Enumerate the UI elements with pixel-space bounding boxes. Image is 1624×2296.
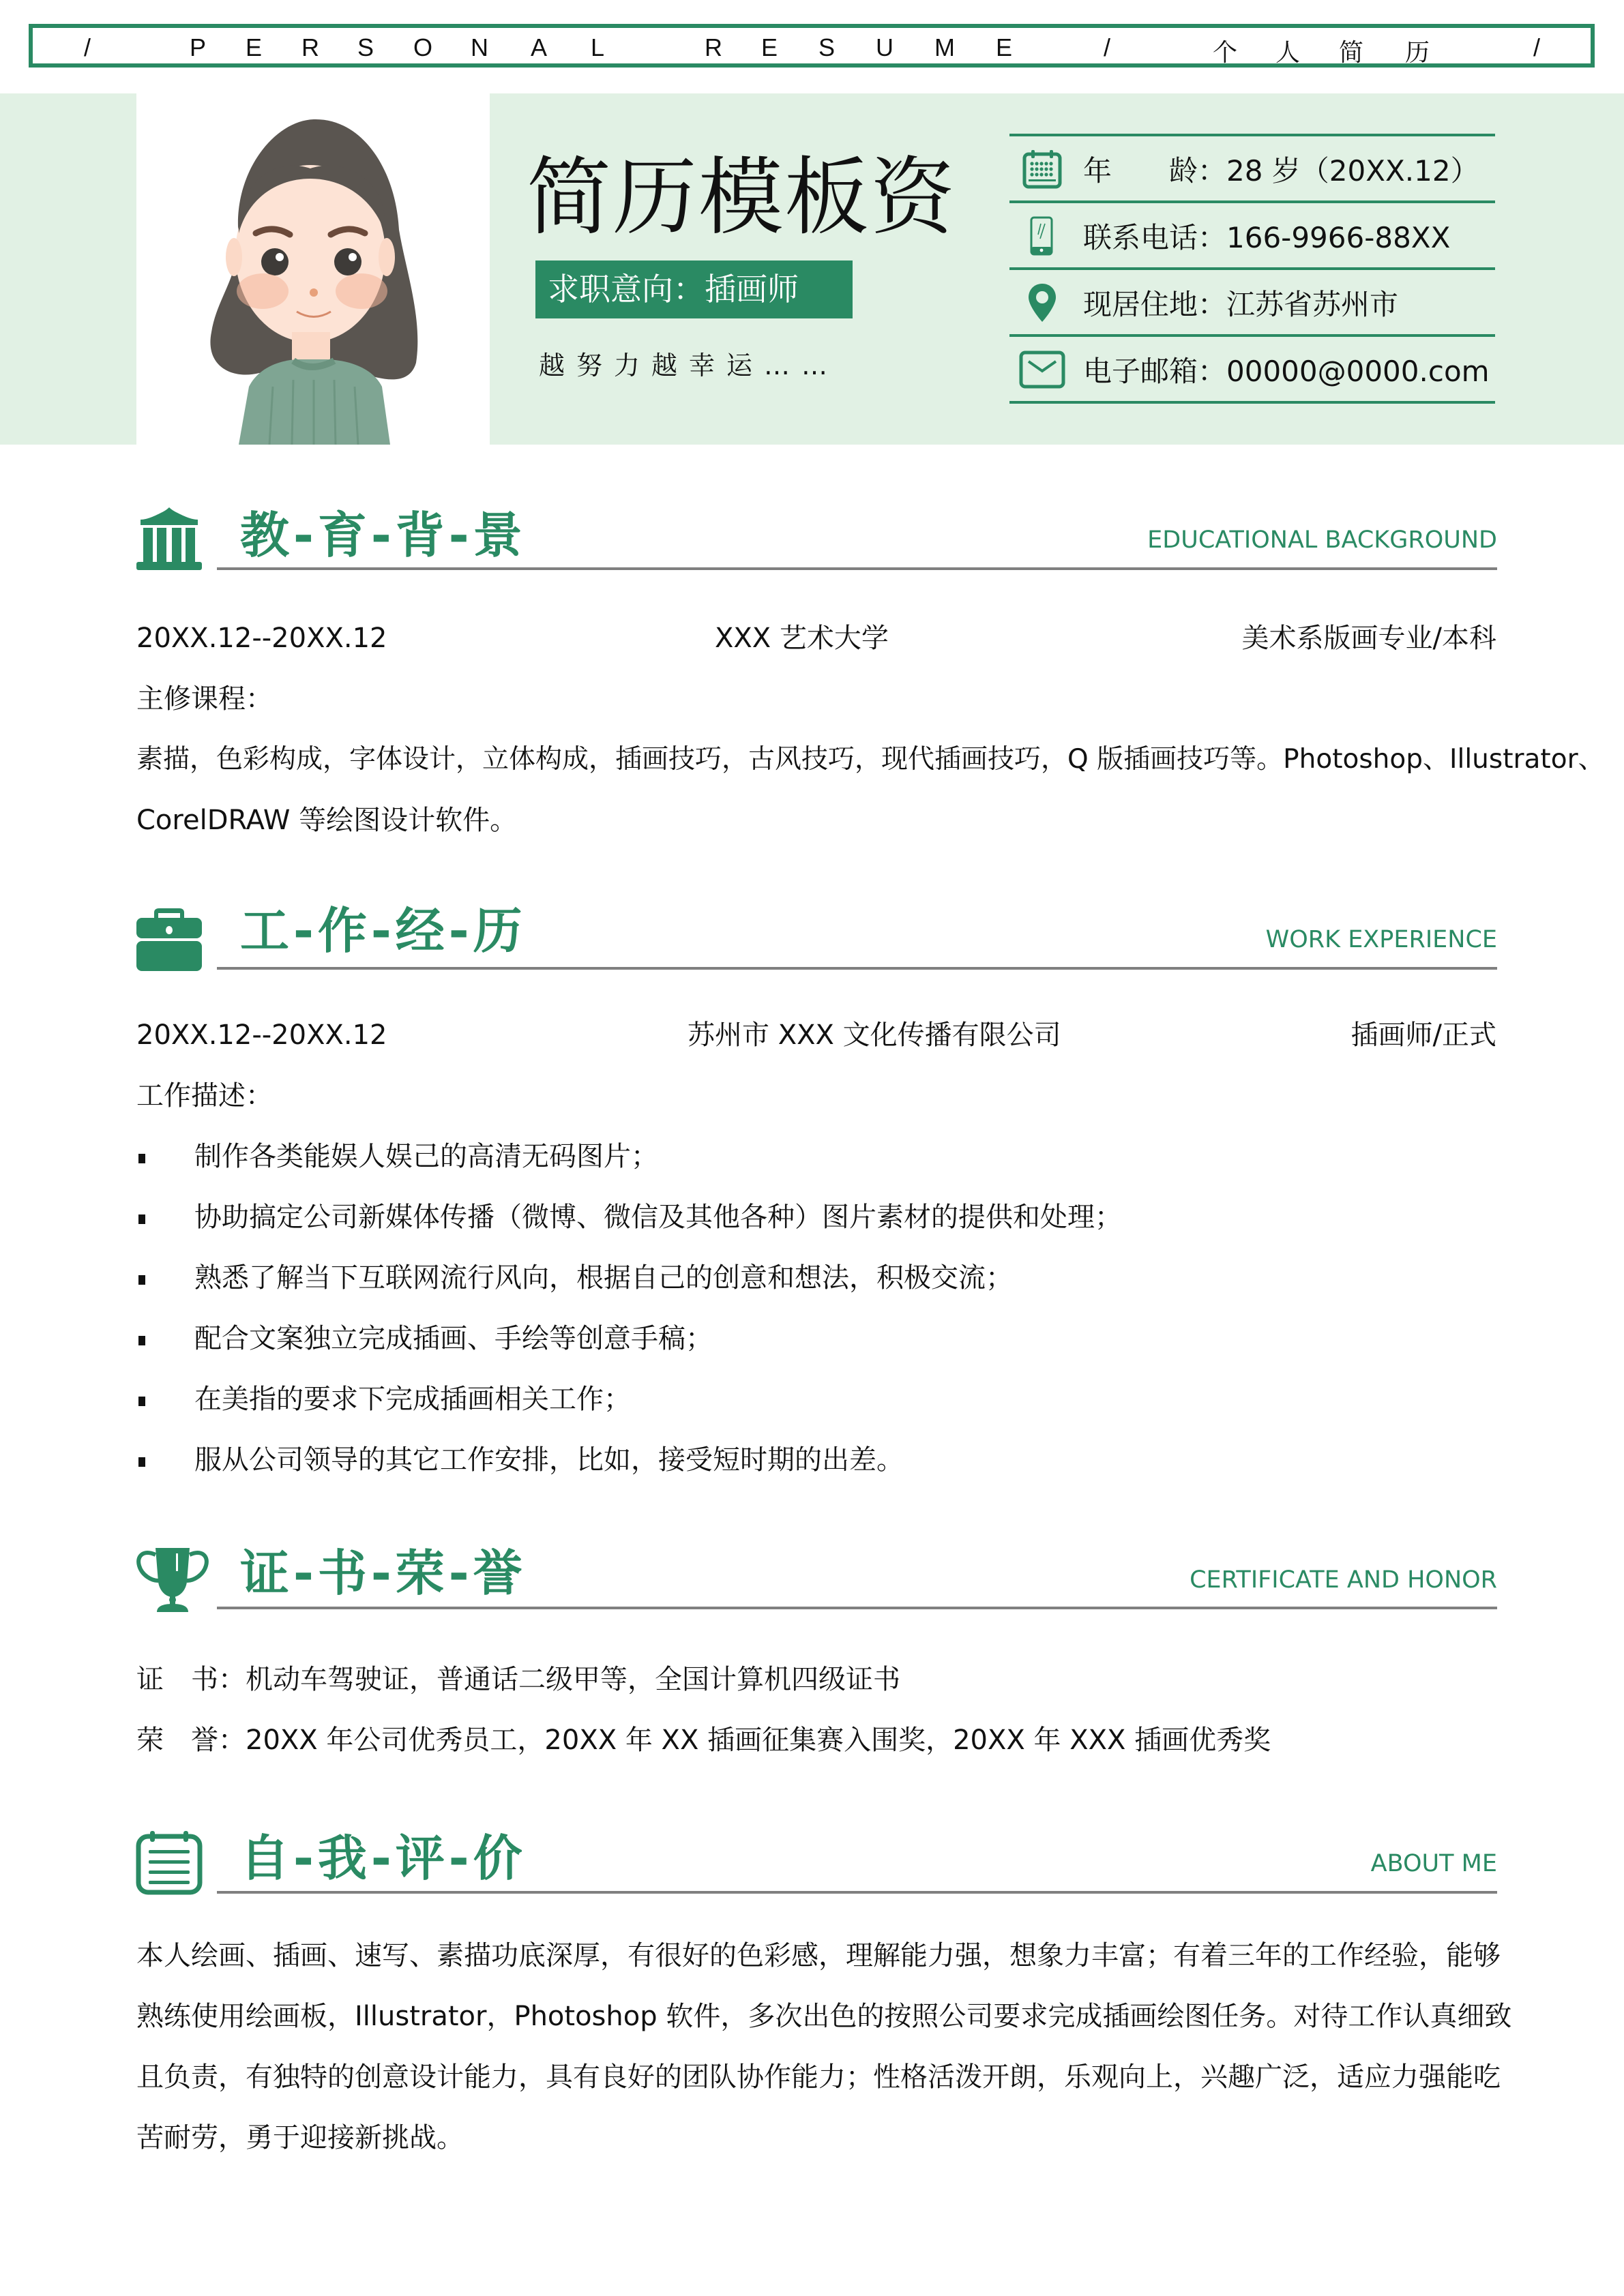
- section-subtitle-honors: CERTIFICATE AND HONOR: [1190, 1566, 1497, 1594]
- work-desc-label: 工作描述：: [136, 1080, 273, 1112]
- contact-age: [1009, 136, 1495, 201]
- bullet-icon: [138, 1397, 145, 1406]
- notepad-icon: [135, 1830, 203, 1895]
- banner-char: /: [1104, 33, 1111, 61]
- hero-bg-left: [0, 93, 136, 445]
- contact-age-text: 年 龄：28 岁（20XX.12）: [1083, 153, 1479, 188]
- banner-char: E: [246, 33, 263, 61]
- banner-char: E: [761, 33, 778, 61]
- banner-char: U: [876, 33, 894, 61]
- courses-line: CorelDRAW 等绘图设计软件。: [136, 805, 518, 836]
- trophy-icon: [135, 1547, 203, 1612]
- banner-char: R: [705, 33, 722, 61]
- banner-char: S: [818, 33, 836, 61]
- contact-phone: [1009, 203, 1495, 268]
- location-pin-icon: [1015, 279, 1069, 327]
- banner-char: 个: [1213, 38, 1238, 66]
- work-item: 服从公司领导的其它工作安排，比如，接受短时期的出差。: [194, 1444, 904, 1476]
- banner-char: 人: [1275, 38, 1301, 66]
- bullet-icon: [138, 1275, 145, 1285]
- banner-char: L: [591, 33, 605, 61]
- banner-char: N: [471, 33, 488, 61]
- job-intent-tag: 求职意向：插画师: [535, 260, 853, 318]
- calendar-icon: [1015, 145, 1069, 193]
- resume-name-title: 简历模板资: [527, 149, 957, 247]
- banner-char: R: [301, 33, 319, 61]
- briefcase-icon: [135, 907, 203, 972]
- section-divider: [217, 567, 1497, 570]
- contact-email: [1009, 337, 1495, 402]
- work-item: 在美指的要求下完成插画相关工作；: [194, 1384, 631, 1415]
- work-item: 制作各类能娱人娱己的高清无码图片；: [194, 1141, 658, 1172]
- section-title-honors: 证-书-荣-誉: [240, 1545, 527, 1602]
- about-line: 熟练使用绘画板，Illustrator，Photoshop 软件，多次出色的按照公司要求完成插画绘图任务。对待工作认真细致: [136, 2001, 1512, 2032]
- section-divider: [217, 1607, 1497, 1609]
- contact-location-text: 现居住地：江苏省苏州市: [1083, 287, 1399, 321]
- mail-icon: [1015, 346, 1069, 393]
- contact-location: [1009, 270, 1495, 335]
- banner-char: O: [413, 33, 433, 61]
- contact-phone-text: 联系电话：166-9966-88XX: [1083, 220, 1451, 254]
- certificate-line: 证 书：机动车驾驶证，普通话二级甲等，全国计算机四级证书: [136, 1664, 900, 1695]
- banner-char: 历: [1405, 38, 1430, 66]
- section-title-education: 教-育-背-景: [240, 507, 527, 564]
- banner-char: M: [934, 33, 955, 61]
- work-period: 20XX.12--20XX.12: [136, 1019, 387, 1051]
- building-icon: [135, 506, 203, 571]
- bullet-icon: [138, 1457, 145, 1467]
- phone-icon: [1015, 212, 1069, 260]
- contact-email-text: 电子邮箱：00000@0000.com: [1083, 354, 1490, 388]
- section-divider: [217, 1891, 1497, 1894]
- work-company: 苏州市 XXX 文化传播有限公司: [688, 1019, 1061, 1051]
- work-item: 协助搞定公司新媒体传播（微博、微信及其他各种）图片素材的提供和处理；: [194, 1202, 1122, 1233]
- bullet-icon: [138, 1336, 145, 1345]
- banner-char: P: [190, 33, 207, 61]
- education-school: XXX 艺术大学: [715, 623, 889, 654]
- bullet-icon: [138, 1154, 145, 1163]
- avatar: [136, 93, 490, 445]
- work-position: 插画师/正式: [1350, 1019, 1496, 1051]
- about-line: 苦耐劳，勇于迎接新挑战。: [136, 2122, 464, 2153]
- banner-char: E: [996, 33, 1013, 61]
- avatar-illustration-icon: [136, 93, 490, 445]
- about-line: 且负责，有独特的创意设计能力，具有良好的团队协作能力；性格活泼开朗，乐观向上，兴趣广泛，适应力强能吃: [136, 2061, 1501, 2093]
- section-subtitle-work: WORK EXPERIENCE: [1265, 926, 1497, 953]
- section-divider: [217, 967, 1497, 970]
- education-major: 美术系版画专业/本科: [1241, 623, 1496, 654]
- courses-label: 主修课程：: [136, 683, 273, 715]
- resume-banner: [29, 24, 1595, 68]
- work-item: 配合文案独立完成插画、手绘等创意手稿；: [194, 1323, 713, 1354]
- work-item: 熟悉了解当下互联网流行风向，根据自己的创意和想法，积极交流；: [194, 1262, 1013, 1294]
- about-line: 本人绘画、插画、速写、素描功底深厚，有很好的色彩感，理解能力强，想象力丰富；有着三年的工作经验，能够: [136, 1940, 1501, 1971]
- banner-char: 简: [1339, 38, 1364, 66]
- banner-char: /: [84, 33, 91, 61]
- section-title-work: 工-作-经-历: [240, 902, 527, 959]
- banner-char: /: [1533, 33, 1541, 61]
- bullet-icon: [138, 1214, 145, 1224]
- banner-char: S: [357, 33, 374, 61]
- courses-line: 素描，色彩构成，字体设计，立体构成，插画技巧，古风技巧，现代插画技巧，Q 版插画技巧等。Photoshop、Illustrator、: [136, 744, 1605, 775]
- honor-line: 荣 誉：20XX 年公司优秀员工，20XX 年 XX 插画征集赛入围奖，20XX 年 XXX 插画优秀奖: [136, 1725, 1271, 1756]
- banner-char: A: [531, 33, 548, 61]
- section-title-about: 自-我-评-价: [240, 1830, 527, 1887]
- education-period: 20XX.12--20XX.12: [136, 623, 387, 654]
- section-subtitle-about: ABOUT ME: [1370, 1850, 1497, 1877]
- section-subtitle-education: EDUCATIONAL BACKGROUND: [1147, 526, 1497, 554]
- slogan: 越努力越幸运……: [539, 351, 840, 381]
